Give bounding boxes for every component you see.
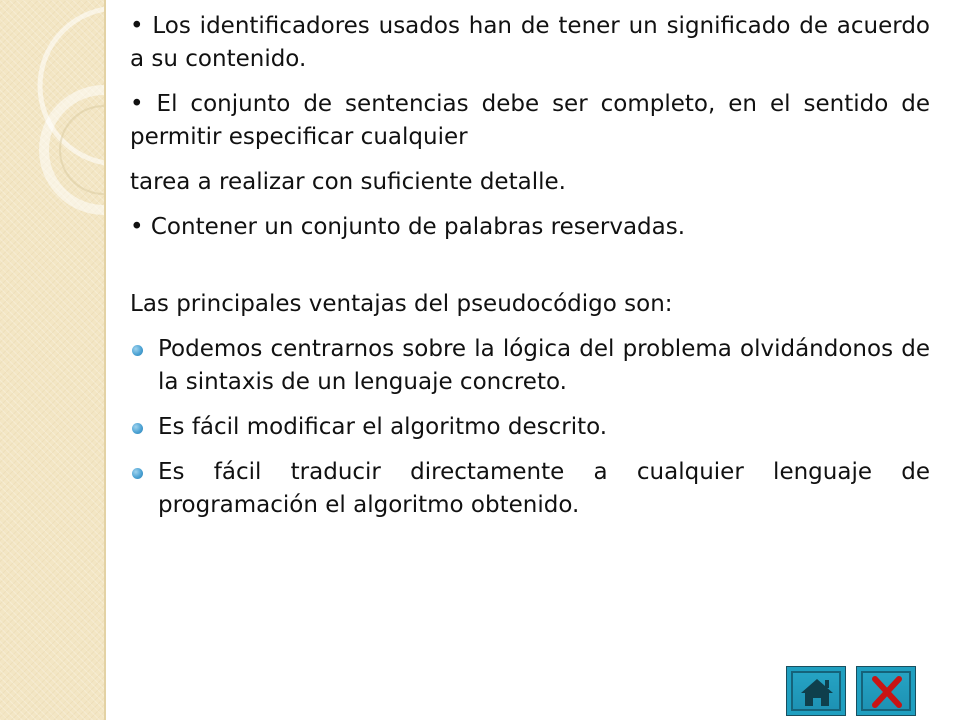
slide-body [130, 10, 930, 534]
list-item [130, 411, 930, 444]
list-item-text: Podemos centrarnos sobre la lógica del problema olvidándonos de la sintaxis de un lenguaje concreto. [158, 336, 930, 395]
list-item-text: Es fácil traducir directamente a cualquier lenguaje de programación el algoritmo obtenido. [158, 459, 930, 518]
spacer [130, 256, 930, 288]
advantages-list [130, 333, 930, 522]
home-icon [787, 667, 847, 717]
list-item-text: Es fácil modificar el algoritmo descrito. [158, 414, 608, 440]
home-button[interactable] [786, 666, 846, 716]
list-item [130, 333, 930, 399]
close-button[interactable] [856, 666, 916, 716]
close-icon [857, 667, 917, 717]
decorative-circles [0, 0, 104, 720]
intro-item: • Los identificadores usados han de tener un significado de acuerdo a su contenido. [130, 13, 930, 72]
list-item [130, 456, 930, 522]
decorative-side-panel [0, 0, 106, 720]
intro-item: • El conjunto de sentencias debe ser completo, en el sentido de permitir especificar cualquier [130, 91, 930, 150]
bullet-dot-icon [132, 468, 143, 479]
intro-item: • Contener un conjunto de palabras reservadas. [130, 214, 686, 240]
advantages-heading: Las principales ventajas del pseudocódigo son: [130, 291, 673, 317]
bullet-dot-icon [132, 423, 143, 434]
bullet-dot-icon [132, 345, 143, 356]
intro-item: tarea a realizar con suficiente detalle. [130, 169, 566, 195]
